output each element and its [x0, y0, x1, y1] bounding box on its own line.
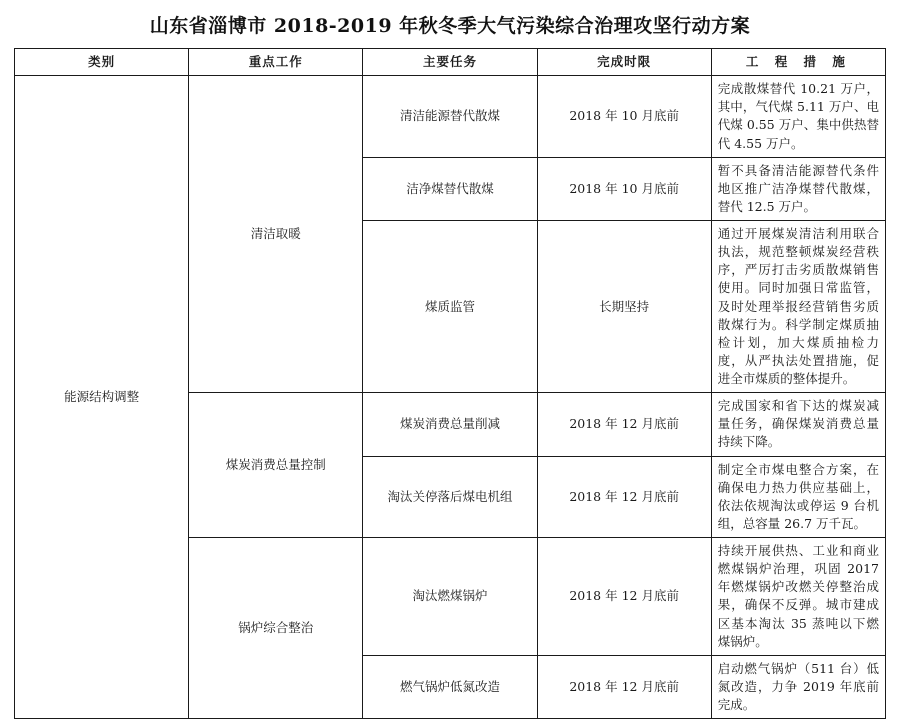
measure-cell: 制定全市煤电整合方案，在确保电力热力供应基础上，依法依规淘汰或停运 9 台机组，总容量 26.7 万千瓦。 [711, 456, 885, 538]
action-plan-table [14, 48, 886, 719]
measure-cell: 通过开展煤炭清洁利用联合执法，规范整顿煤炭经营秩序，严厉打击劣质散煤销售使用。同时加强日常监管，及时处理举报经营销售劣质散煤行为。科学制定煤质抽检计划，加大煤质抽检力度，从严执法处置措施，促进全市煤质的整体提升。 [711, 221, 885, 393]
key-work-cell: 清洁取暖 [189, 76, 363, 393]
measure-cell: 完成散煤替代 10.21 万户，其中，气代煤 5.11 万户、电代煤 0.55 万户、集中供热替代 4.55 万户。 [711, 76, 885, 158]
category-cell [15, 76, 189, 719]
col-header-measures: 工 程 措 施 [711, 49, 885, 76]
deadline-cell: 2018 年 10 月底前 [537, 76, 711, 158]
table-row [15, 76, 886, 158]
deadline-cell: 2018 年 10 月底前 [537, 157, 711, 220]
task-cell: 淘汰关停落后煤电机组 [363, 456, 537, 538]
measure-cell: 持续开展供热、工业和商业燃煤锅炉治理，巩固 2017 年燃煤锅炉改燃关停整治成果，确保不反弹。城市建成区基本淘汰 35 蒸吨以下燃煤锅炉。 [711, 538, 885, 656]
task-cell: 淘汰燃煤锅炉 [363, 538, 537, 656]
col-header-deadline: 完成时限 [537, 49, 711, 76]
col-header-key-work: 重点工作 [189, 49, 363, 76]
key-work-cell: 锅炉综合整治 [189, 538, 363, 719]
task-cell: 清洁能源替代散煤 [363, 76, 537, 158]
task-cell: 洁净煤替代散煤 [363, 157, 537, 220]
table-header-row [15, 49, 886, 76]
task-cell: 煤质监管 [363, 221, 537, 393]
table-header [15, 49, 886, 76]
task-cell: 煤炭消费总量削减 [363, 393, 537, 456]
deadline-cell: 2018 年 12 月底前 [537, 655, 711, 718]
task-cell: 燃气锅炉低氮改造 [363, 655, 537, 718]
deadline-cell: 2018 年 12 月底前 [537, 456, 711, 538]
table-body [15, 76, 886, 719]
deadline-cell: 2018 年 12 月底前 [537, 393, 711, 456]
measure-cell: 完成国家和省下达的煤炭减量任务，确保煤炭消费总量持续下降。 [711, 393, 885, 456]
category-label: 能源结构调整 [64, 388, 140, 404]
deadline-cell: 长期坚持 [537, 221, 711, 393]
deadline-cell: 2018 年 12 月底前 [537, 538, 711, 656]
page-title: 山东省淄博市 2018-2019 年秋冬季大气污染综合治理攻坚行动方案 [149, 15, 751, 37]
col-header-main-task: 主要任务 [363, 49, 537, 76]
measure-cell: 暂不具备清洁能源替代条件地区推广洁净煤替代散煤，替代 12.5 万户。 [711, 157, 885, 220]
col-header-category: 类别 [15, 49, 189, 76]
key-work-cell: 煤炭消费总量控制 [189, 393, 363, 538]
measure-cell: 启动燃气锅炉（511 台）低氮改造，力争 2019 年底前完成。 [711, 655, 885, 718]
